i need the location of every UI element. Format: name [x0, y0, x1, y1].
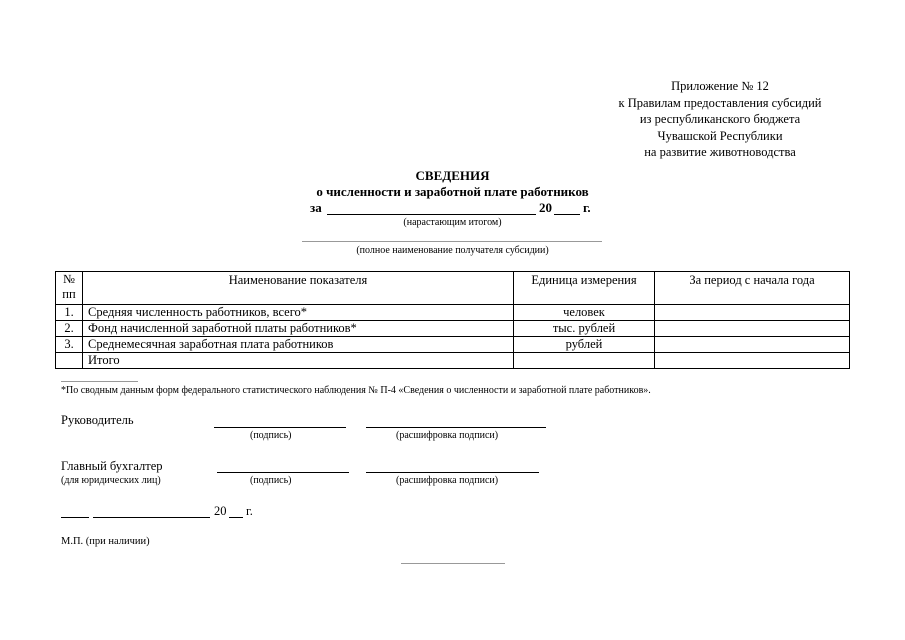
date-year-blank[interactable] [229, 517, 243, 518]
table-row-total [56, 353, 850, 369]
table-header-row [56, 272, 850, 305]
row-indicator: Средняя численность работников, всего* [83, 305, 514, 321]
accountant-signature-caption: (подпись) [250, 475, 292, 486]
table-row [56, 321, 850, 337]
accountant-decoding-caption: (расшифровка подписи) [396, 475, 499, 486]
row-unit: тыс. рублей [514, 321, 655, 337]
indicators-table [55, 271, 850, 369]
date-year-suffix: г. [246, 504, 253, 518]
appendix-line-2: к Правилам предоставления субсидий [618, 95, 822, 110]
head-decoding-blank[interactable] [366, 427, 546, 428]
date-month-blank[interactable] [93, 517, 210, 518]
recipient-blank[interactable] [302, 241, 602, 242]
row-value[interactable] [655, 337, 850, 353]
table-row [56, 337, 850, 353]
period-year-suffix: г. [583, 200, 591, 215]
row-value[interactable] [655, 305, 850, 321]
row-value[interactable] [655, 353, 850, 369]
head-label: Руководитель [61, 413, 134, 427]
row-indicator: Фонд начисленной заработной платы работников* [83, 321, 514, 337]
row-num: 3. [56, 337, 83, 353]
head-signature-caption: (подпись) [250, 430, 292, 441]
head-signature-blank[interactable] [214, 427, 346, 428]
appendix-line-3: из республиканского бюджета [639, 112, 801, 126]
document-title: СВЕДЕНИЯ [415, 168, 490, 183]
appendix-line-5: на развитие животноводства [644, 145, 796, 159]
period-blank[interactable] [327, 214, 536, 215]
appendix-line-4: Чувашской Республики [657, 128, 783, 143]
accountant-note: (для юридических лиц) [61, 475, 161, 486]
date-year-prefix: 20 [214, 504, 227, 518]
header-period: За период с начала года [655, 272, 850, 305]
row-unit: рублей [514, 337, 655, 353]
table-row [56, 305, 850, 321]
row-num [56, 353, 83, 369]
row-num: 1. [56, 305, 83, 321]
footnote-divider [61, 381, 138, 382]
period-prefix: за [310, 200, 322, 215]
cumulative-note: (нарастающим итогом) [403, 217, 502, 228]
period-year-blank[interactable] [554, 214, 580, 215]
accountant-decoding-blank[interactable] [366, 472, 539, 473]
appendix-line-1: Приложение № 12 [671, 79, 769, 93]
row-value[interactable] [655, 321, 850, 337]
appendix-block [600, 78, 840, 161]
recipient-note: (полное наименование получателя субсидии) [356, 245, 549, 256]
accountant-signature-blank[interactable] [217, 472, 349, 473]
accountant-label: Главный бухгалтер [61, 459, 163, 473]
header-unit: Единица измерения [514, 272, 655, 305]
head-decoding-caption: (расшифровка подписи) [396, 430, 499, 441]
document-subtitle: о численности и заработной плате работников [316, 184, 589, 199]
period-year-prefix: 20 [539, 200, 552, 215]
row-indicator: Среднемесячная заработная плата работников [83, 337, 514, 353]
stamp-label: М.П. (при наличии) [61, 536, 150, 547]
header-num: № пп [56, 272, 83, 305]
row-unit [514, 353, 655, 369]
header-indicator: Наименование показателя [83, 272, 514, 305]
row-indicator: Итого [83, 353, 514, 369]
row-unit: человек [514, 305, 655, 321]
footnote: *По сводным данным форм федерального статистического наблюдения № П-4 «Сведения о численности и заработной плате работников». [61, 385, 651, 396]
row-num: 2. [56, 321, 83, 337]
date-day-blank[interactable] [61, 517, 89, 518]
bottom-divider [401, 563, 505, 564]
